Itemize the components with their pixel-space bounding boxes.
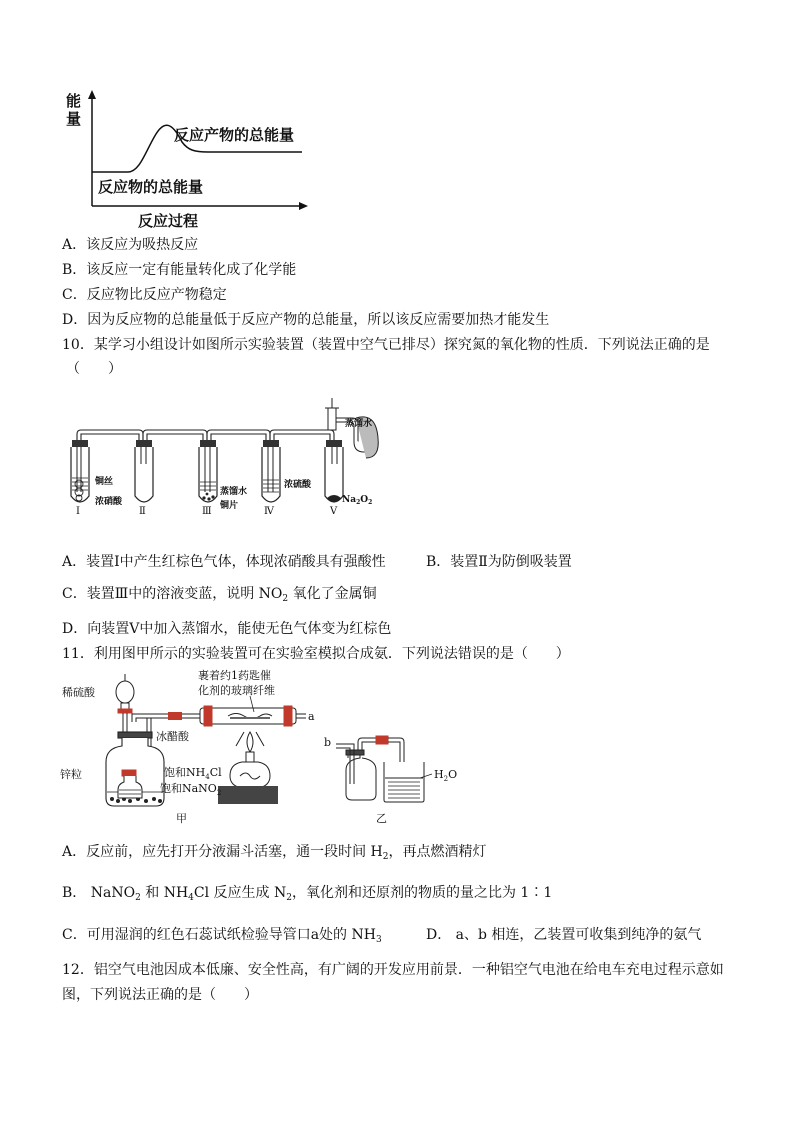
label-nano2: 饱和NaNO$_2$ xyxy=(160,782,222,797)
q9-option-b: B．该反应一定有能量转化成了化学能 xyxy=(62,262,297,278)
q10-option-a: A．装置Ⅰ中产生红棕色气体，体现浓硝酸具有强酸性 xyxy=(62,554,386,570)
label-copper-sheet: 铜片 xyxy=(220,501,239,511)
q11-option-d: D． a、b 相连，乙装置可收集到纯净的氨气 xyxy=(426,927,702,943)
q11-option-c: C．可用湿润的红色石蕊试纸检验导管口a处的 $NH_3$ xyxy=(62,927,382,945)
q11-option-b: B． NaNO$_2$ 和 $NH_4Cl$ 反应生成 $N_2$，氧化剂和还原剂的物质的量之比为 1∶1 xyxy=(62,885,553,903)
q9-option-d: D．因为反应物的总能量低于反应产物的总能量，所以该反应需要加热才能发生 xyxy=(62,312,550,328)
rubber-connector-1 xyxy=(168,712,182,720)
q10-option-b: B．装置Ⅱ为防倒吸装置 xyxy=(426,554,572,570)
label-conc-nitric: 浓硝酸 xyxy=(95,497,123,507)
stoppers xyxy=(72,440,342,447)
tube-label-v: Ⅴ xyxy=(330,506,338,516)
q10-option-d: D．向装置Ⅴ中加入蒸馏水，能使无色气体变为红棕色 xyxy=(62,621,392,637)
label-port-b: b xyxy=(324,736,332,749)
product-energy-label: 反应产物的总能量 xyxy=(174,126,295,144)
label-glacial-acetic: 冰醋酸 xyxy=(156,730,189,743)
q10-stem-line1: 10．某学习小组设计如图所示实验装置（装置中空气已排尽）探究氮的氧化物的性质．下列说法正确的是 xyxy=(62,337,710,353)
label-jia: 甲 xyxy=(176,812,187,825)
label-catalyst-line2: 化剂的玻璃纤维 xyxy=(198,684,275,697)
q10-stem-line2: （ ） xyxy=(66,361,122,377)
label-water-iii: 蒸馏水 xyxy=(220,487,248,497)
reactant-energy-label: 反应物的总能量 xyxy=(98,178,204,196)
q10-option-c: C．装置Ⅲ中的溶液变蓝，说明 $NO_2$ 氧化了金属铜 xyxy=(62,586,377,604)
q11-option-a: A．反应前，应先打开分液漏斗活塞，通一段时间 $H_2$，再点燃酒精灯 xyxy=(62,844,487,862)
label-water-v: 蒸馏水 xyxy=(345,419,373,429)
y-axis-arrow xyxy=(88,90,96,99)
lab-block xyxy=(218,786,278,804)
label-na2o2: $Na_2O_2$ xyxy=(342,495,373,506)
label-h2o: $H_2O$ xyxy=(434,768,458,783)
q10-apparatus xyxy=(60,398,390,516)
label-dilute-sulfuric: 稀硫酸 xyxy=(62,686,95,699)
label-yi: 乙 xyxy=(376,812,387,825)
label-conc-sulfuric: 浓硫酸 xyxy=(284,480,312,490)
tube-label-iii: Ⅲ xyxy=(202,506,212,516)
label-nh4cl: 饱和$NH_4Cl$ xyxy=(164,766,222,781)
tube-label-iv: Ⅳ xyxy=(264,506,274,516)
q11-stem: 11．利用图甲所示的实验装置可在实验室模拟合成氨．下列说法错误的是（ ） xyxy=(62,646,570,662)
label-zinc: 锌粒 xyxy=(60,768,82,781)
label-copper-wire: 铜丝 xyxy=(95,477,114,487)
x-axis-arrow xyxy=(299,202,308,210)
label-catalyst-line1: 裹着约1药匙催 xyxy=(198,669,271,682)
q9-option-c: C．反应物比反应产物稳定 xyxy=(62,287,227,303)
q12-stem-line2: 图，下列说法正确的是（ ） xyxy=(62,987,258,1003)
x-label: 反应过程 xyxy=(138,212,199,230)
water-beaker xyxy=(384,762,424,802)
q11-apparatus xyxy=(60,666,480,832)
separatory-funnel xyxy=(116,674,134,736)
energy-diagram xyxy=(62,88,310,230)
y-label-bottom: 量 xyxy=(66,110,82,128)
y-label-top: 能 xyxy=(66,92,82,110)
q9-option-a: A．该反应为吸热反应 xyxy=(62,237,199,253)
label-port-a: a xyxy=(308,710,315,723)
alcohol-lamp xyxy=(230,732,270,788)
tube-label-ii: Ⅱ xyxy=(139,506,146,516)
q12-stem-line1: 12．铝空气电池因成本低廉、安全性高，有广阔的开发应用前景．一种铝空气电池在给电车充电过程示意如 xyxy=(62,962,724,978)
tube-label-i: Ⅰ xyxy=(76,506,80,516)
